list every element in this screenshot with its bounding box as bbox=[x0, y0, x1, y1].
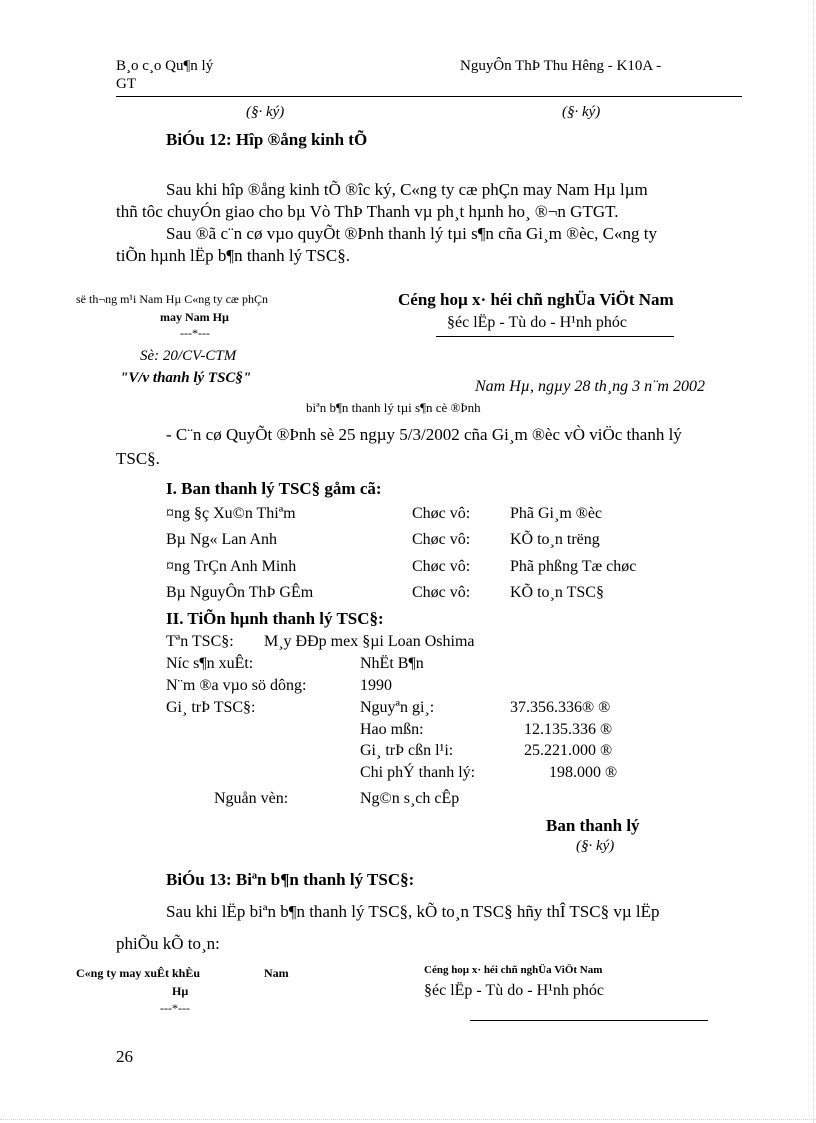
decision-org-line2: may Nam Hµ bbox=[160, 310, 229, 324]
decision-date: Nam Hµ, ngµy 28 th¸ng 3 n¨m 2002 bbox=[475, 378, 705, 395]
decision-number: Sè: 20/CV-CTM bbox=[140, 348, 237, 364]
section13-title: BiÓu 13: Biªn b¶n thanh lý TSC§: bbox=[166, 870, 415, 889]
signature-right: (§· ký) bbox=[562, 104, 601, 120]
value-item-amount: 37.356.336® ® bbox=[510, 699, 611, 716]
board-title: Ban thanh lý bbox=[546, 816, 640, 835]
member-name: ¤ng TrÇn Anh Minh bbox=[166, 558, 297, 575]
section12-para2-line2: tiÕn hµnh lËp b¶n thanh lý TSC§. bbox=[116, 246, 350, 265]
bottom-motto-underline bbox=[470, 1020, 708, 1021]
origin-value: NhËt B¶n bbox=[360, 655, 424, 672]
bottom-company-word: Nam bbox=[264, 966, 289, 980]
asset-name-label: Tªn TSC§: bbox=[166, 633, 234, 650]
page-number: 26 bbox=[116, 1047, 133, 1066]
header-left-title: B¸o c¸o Qu¶n lý bbox=[116, 58, 214, 74]
signature-left: (§· ký) bbox=[246, 104, 285, 120]
value-item-label: Gi¸ trÞ cßn l¹i: bbox=[360, 742, 454, 759]
decision-subject: "V/v thanh lý TSC§" bbox=[120, 370, 252, 386]
page-bottom-edge bbox=[0, 1119, 816, 1120]
value-item-amount: 198.000 ® bbox=[549, 764, 618, 781]
value-item-label: Chi phÝ thanh lý: bbox=[360, 764, 476, 781]
decision-basis-line1: - C¨n cø QuyÕt ®Þnh sè 25 ngµy 5/3/2002 cña Gi¸m ®èc vÒ viÖc thanh lý bbox=[166, 425, 682, 444]
member-role-label: Chøc vô: bbox=[412, 584, 471, 601]
origin-label: Níc s¶n xuÊt: bbox=[166, 655, 254, 672]
member-role-label: Chøc vô: bbox=[412, 558, 471, 575]
page-right-edge bbox=[813, 0, 814, 1123]
member-role: KÕ to¸n TSC§ bbox=[510, 584, 604, 601]
section12-para2-line1: Sau ®ã c¨n cø vµo quyÕt ®Þnh thanh lý tµi s¶n cña Gi¸m ®èc, C«ng ty bbox=[166, 224, 657, 243]
bottom-republic-title: Céng hoµ x· héi chñ nghÜa ViÖt Nam bbox=[424, 964, 603, 976]
republic-title: Céng hoµ x· héi chñ nghÜa ViÖt Nam bbox=[398, 290, 674, 309]
decision-doc-title: biªn b¶n thanh lý tµi s¶n cè ®Þnh bbox=[306, 400, 481, 415]
decision-basis-line2: TSC§. bbox=[116, 449, 160, 468]
republic-motto: §éc lËp - Tù do - H¹nh phóc bbox=[447, 314, 628, 331]
bottom-company-line1: C«ng ty may xuÊt khÈu bbox=[76, 966, 201, 980]
bottom-company-line3: ---*--- bbox=[160, 1001, 190, 1015]
member-role: Phã phßng Tæ chøc bbox=[510, 558, 637, 575]
year-value: 1990 bbox=[360, 677, 392, 694]
bottom-company-line2: Hµ bbox=[172, 984, 189, 998]
bottom-republic-motto: §éc lËp - Tù do - H¹nh phóc bbox=[424, 982, 605, 999]
header-author: NguyÔn ThÞ Thu Hêng - K10A - bbox=[460, 58, 662, 74]
header-rule bbox=[116, 96, 742, 97]
section12-title: BiÓu 12: Hîp ®ång kinh tÕ bbox=[166, 130, 368, 149]
committee-heading: I. Ban thanh lý TSC§ gåm cã: bbox=[166, 479, 382, 498]
year-label: N¨m ®a vµo sö dông: bbox=[166, 677, 307, 694]
section12-para1-line2: thñ tôc chuyÓn giao cho bµ Vò ThÞ Thanh vµ ph¸t hµnh ho¸ ®¬n GTGT. bbox=[116, 202, 619, 221]
value-item-label: Nguyªn gi¸: bbox=[360, 699, 435, 716]
member-role-label: Chøc vô: bbox=[412, 531, 471, 548]
value-item-amount: 25.221.000 ® bbox=[524, 742, 613, 759]
decision-org-line3: ---*--- bbox=[180, 326, 210, 340]
member-role: Phã Gi¸m ®èc bbox=[510, 505, 603, 522]
board-signature: (§· ký) bbox=[576, 838, 615, 854]
section12-para1-line1: Sau khi hîp ®ång kinh tÕ ®îc ký, C«ng ty cæ phÇn may Nam Hµ lµm bbox=[166, 180, 648, 199]
value-label: Gi¸ trÞ TSC§: bbox=[166, 699, 256, 716]
section13-para-line1: Sau khi lËp biªn b¶n thanh lý TSC§, kÕ to¸n TSC§ hñy thÎ TSC§ vµ lËp bbox=[166, 902, 660, 921]
liquidation-heading: II. TiÕn hµnh thanh lý TSC§: bbox=[166, 609, 384, 628]
member-name: Bµ Ng« Lan Anh bbox=[166, 531, 277, 548]
decision-org-line1: së th¬ng m¹i Nam Hµ C«ng ty cæ phÇn bbox=[76, 292, 268, 306]
member-role: KÕ to¸n trëng bbox=[510, 531, 600, 548]
motto-underline bbox=[436, 336, 674, 337]
section13-para-line2: phiÕu kÕ to¸n: bbox=[116, 934, 220, 953]
member-role-label: Chøc vô: bbox=[412, 505, 471, 522]
value-item-amount: 12.135.336 ® bbox=[524, 721, 613, 738]
member-name: Bµ NguyÔn ThÞ GÊm bbox=[166, 584, 314, 601]
member-name: ¤ng §ç Xu©n Thiªm bbox=[166, 505, 296, 522]
header-left-title-cont: GT bbox=[116, 76, 136, 92]
value-item-label: Hao mßn: bbox=[360, 721, 424, 738]
funding-label: Nguån vèn: bbox=[214, 790, 289, 807]
funding-value: Ng©n s¸ch cÊp bbox=[360, 790, 460, 807]
asset-name: M¸y ÐÐp mex §µi Loan Oshima bbox=[264, 633, 475, 650]
